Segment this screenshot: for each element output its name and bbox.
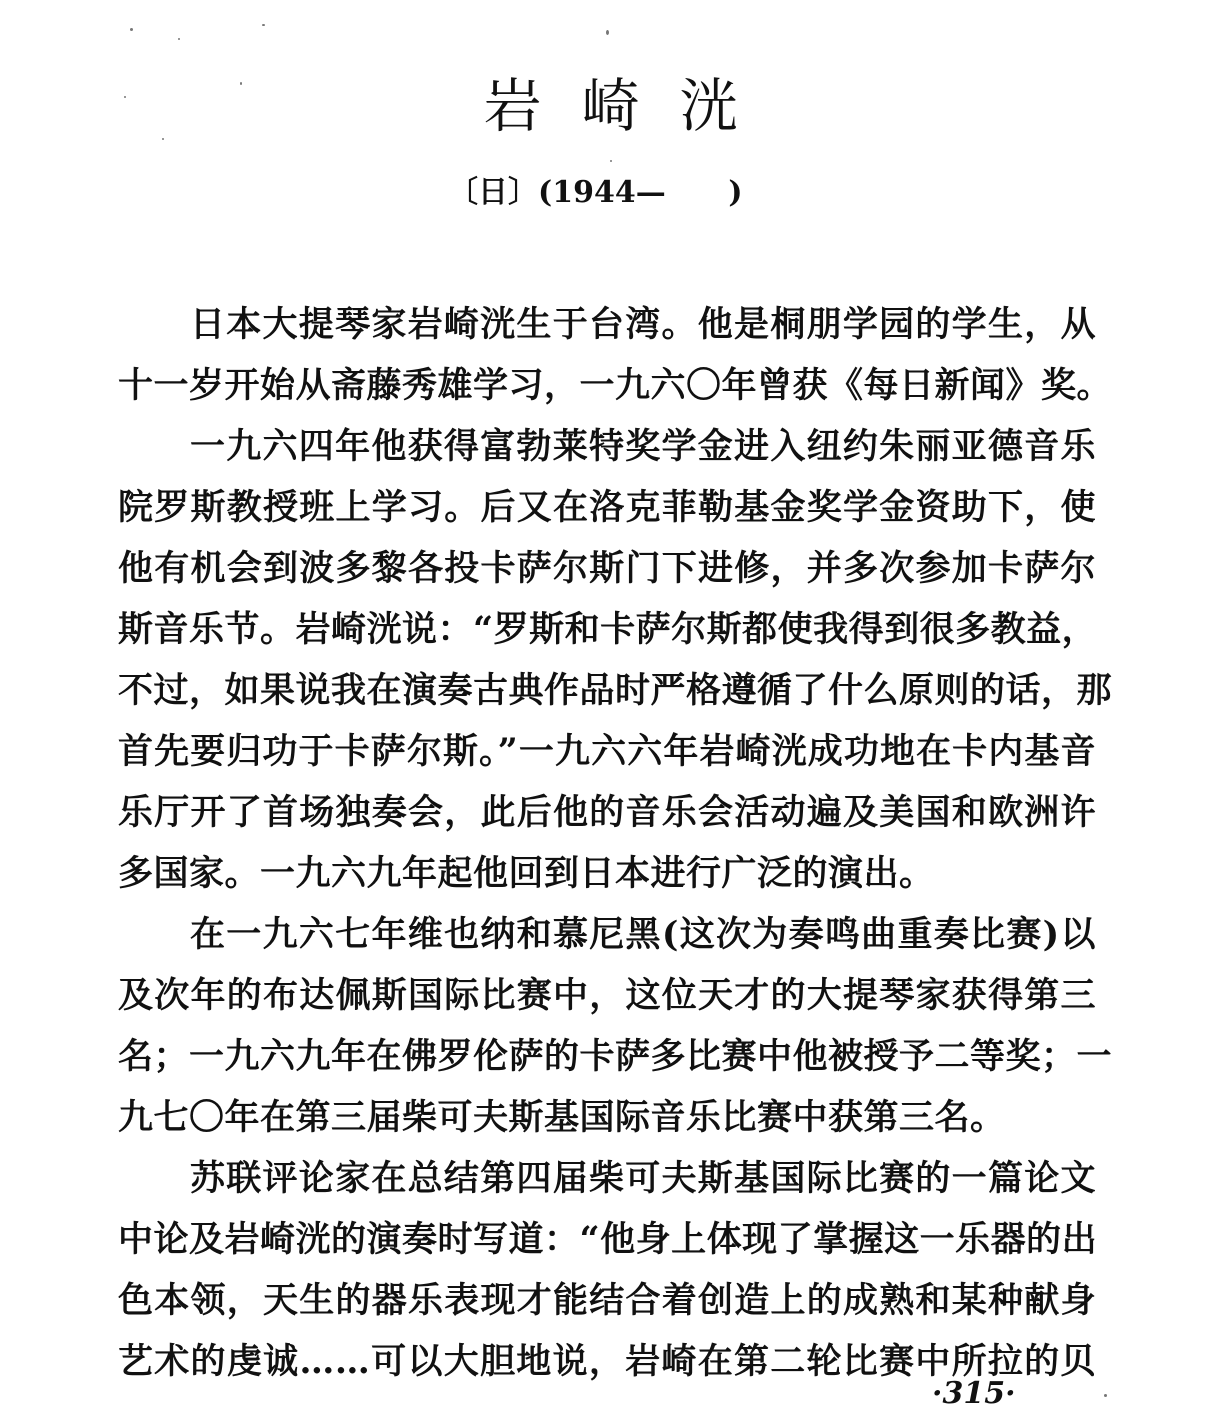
scan-speck [262,24,265,26]
text-line: 色本领，天生的器乐表现才能结合着创造上的成熟和某种献身 [118,1280,1096,1321]
text-line: 及次年的布达佩斯国际比赛中，这位天才的大提琴家获得第三 [118,975,1096,1016]
text-line: 九七〇年在第三届柴可夫斯基国际音乐比赛中获第三名。 [118,1097,1006,1138]
text-line: 中论及岩崎洸的演奏时写道：“他身上体现了掌握这一乐器的出 [118,1219,1098,1260]
scan-speck [606,30,609,35]
text-line: 他有机会到波多黎各投卡萨尔斯门下进修，并多次参加卡萨尔 [118,548,1096,589]
text-line: 斯音乐节。岩崎洸说：“罗斯和卡萨尔斯都使我得到很多教益， [118,609,1098,650]
text-line: 不过，如果说我在演奏古典作品时严格遵循了什么原则的话，那 [118,670,1113,711]
page-number: ·315· [932,1376,1016,1411]
text-line: 日本大提琴家岩崎洸生于台湾。他是桐朋学园的学生，从 [190,304,1096,345]
text-line: 乐厅开了首场独奏会，此后他的音乐会活动遍及美国和欧洲许 [118,792,1096,833]
nationality-and-birth-year: 〔日〕(1944— ) [448,175,743,210]
page-title: 岩崎洸 [483,72,778,140]
text-line: 在一九六七年维也纳和慕尼黑(这次为奏鸣曲重奏比赛)以 [190,914,1096,955]
scan-speck [124,96,126,98]
scan-speck [178,38,180,40]
text-line: 苏联评论家在总结第四届柴可夫斯基国际比赛的一篇论文 [190,1158,1096,1199]
scan-speck [130,28,133,31]
text-line: 艺术的虔诚……可以大胆地说，岩崎在第二轮比赛中所拉的贝 [118,1341,1096,1382]
scan-speck [240,82,242,85]
text-line: 十一岁开始从斋藤秀雄学习，一九六〇年曾获《每日新闻》奖。 [118,365,1113,406]
text-line: 院罗斯教授班上学习。后又在洛克菲勒基金奖学金资助下，使 [118,487,1096,528]
scan-speck [162,138,164,140]
text-line: 多国家。一九六九年起他回到日本进行广泛的演出。 [118,853,935,894]
text-line: 首先要归功于卡萨尔斯。”一九六六年岩崎洸成功地在卡内基音 [118,731,1096,772]
biography-text [118,294,1113,1392]
text-line: 一九六四年他获得富勃莱特奖学金进入纽约朱丽亚德音乐 [190,426,1096,467]
text-line: 名；一九六九年在佛罗伦萨的卡萨多比赛中他被授予二等奖；一 [118,1036,1113,1077]
scan-speck [610,160,612,162]
scan-speck [1104,1394,1107,1397]
